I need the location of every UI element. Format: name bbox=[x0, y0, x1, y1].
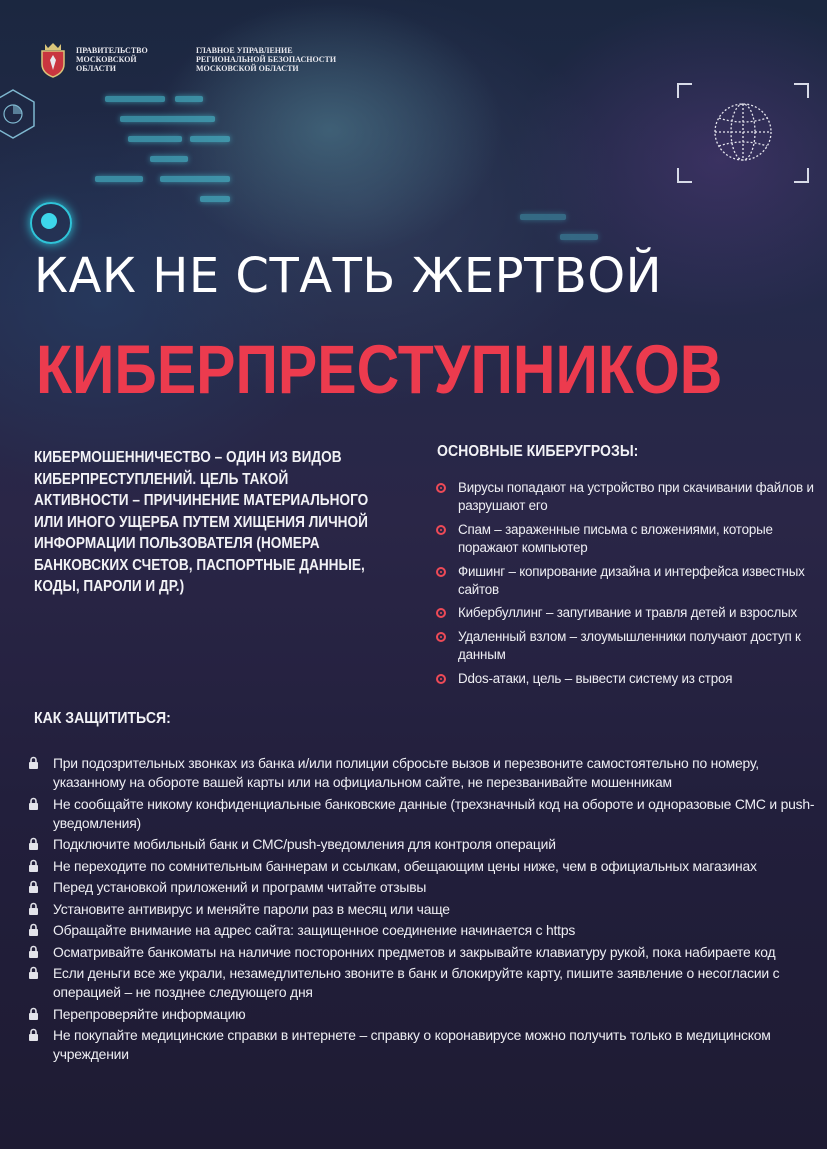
code-line-decoration bbox=[160, 176, 230, 182]
list-item bbox=[28, 835, 818, 854]
list-item bbox=[436, 604, 814, 622]
code-line-decoration bbox=[128, 136, 182, 142]
padlock-icon bbox=[28, 923, 39, 936]
circle-bullet-icon bbox=[436, 567, 446, 577]
list-item bbox=[28, 921, 818, 940]
list-item bbox=[436, 628, 814, 665]
circle-bullet-icon bbox=[436, 608, 446, 618]
threat-text: Ddos-атаки, цель – вывести систему из строя bbox=[458, 670, 733, 686]
list-item bbox=[436, 479, 814, 516]
globe-target-icon bbox=[676, 82, 810, 184]
title-line-1: КАК НЕ СТАТЬ ЖЕРТВОЙ bbox=[34, 248, 663, 304]
list-item bbox=[28, 964, 818, 1002]
tip-text: Если деньги все же украли, незамедлительно звоните в банк и блокируйте карту, пишите заявление о несогласии с операцией – не позднее следующего дня bbox=[53, 965, 780, 1000]
tip-text: Перед установкой приложений и программ читайте отзывы bbox=[53, 879, 427, 895]
threat-text: Кибербуллинг – запугивание и травля детей и взрослых bbox=[458, 605, 797, 621]
circle-bullet-icon bbox=[436, 525, 446, 535]
padlock-icon bbox=[28, 966, 39, 979]
padlock-icon bbox=[28, 1028, 39, 1041]
list-item bbox=[28, 754, 818, 792]
list-item bbox=[28, 1026, 818, 1064]
padlock-icon bbox=[28, 945, 39, 958]
list-item bbox=[28, 943, 818, 962]
circle-bullet-icon bbox=[436, 632, 446, 642]
list-item bbox=[28, 1005, 818, 1024]
code-line-decoration bbox=[190, 136, 230, 142]
threats-list bbox=[436, 479, 814, 693]
list-item bbox=[28, 857, 818, 876]
code-line-decoration bbox=[95, 176, 143, 182]
code-line-decoration bbox=[520, 214, 566, 220]
circle-bullet-icon bbox=[436, 674, 446, 684]
threat-text: Спам – зараженные письма с вложениями, которые поражают компьютер bbox=[458, 521, 773, 556]
padlock-icon bbox=[28, 797, 39, 810]
code-line-decoration bbox=[150, 156, 188, 162]
glowing-orb-icon bbox=[30, 202, 72, 244]
threats-heading: ОСНОВНЫЕ КИБЕРУГРОЗЫ: bbox=[437, 443, 639, 460]
protect-heading: КАК ЗАЩИТИТЬСЯ: bbox=[34, 710, 171, 727]
code-line-decoration bbox=[200, 196, 230, 202]
list-item bbox=[436, 670, 814, 688]
tip-text: При подозрительных звонках из банка и/или полиции сбросьте вызов и перезвоните самостоятельно по номеру, указанному на обороте вашей карты или на официальном сайте, не перезванивайте мошенникам bbox=[53, 755, 759, 790]
title-line-2: КИБЕРПРЕСТУПНИКОВ bbox=[36, 331, 723, 408]
padlock-icon bbox=[28, 837, 39, 850]
list-item bbox=[436, 563, 814, 600]
list-item bbox=[436, 521, 814, 558]
padlock-icon bbox=[28, 859, 39, 872]
tip-text: Установите антивирус и меняйте пароли раз в месяц или чаще bbox=[53, 900, 450, 917]
padlock-icon bbox=[28, 756, 39, 769]
tip-text: Не покупайте медицинские справки в интернете – справку о коронавирусе можно получить только в медицинском учреждении bbox=[53, 1027, 771, 1062]
tip-text: Подключите мобильный банк и СМС/push-уведомления для контроля операций bbox=[53, 836, 556, 852]
intro-text: КИБЕРМОШЕННИЧЕСТВО – ОДИН ИЗ ВИДОВ КИБЕРПРЕСТУПЛЕНИЙ. ЦЕЛЬ ТАКОЙ АКТИВНОСТИ – ПРИЧИНЕНИЕ МАТЕРИАЛЬНОГО ИЛИ ИНОГО УЩЕРБА ПУТЕМ ХИЩЕНИЯ ЛИЧНОЙ ИНФОРМАЦИИ ПОЛЬЗОВАТЕЛЯ (НОМЕРА БАНКОВСКИХ СЧЕТОВ, ПАСПОРТНЫЕ ДАННЫЕ, КОДЫ, ПАРОЛИ И ДР.) bbox=[34, 449, 369, 595]
list-item bbox=[28, 900, 818, 919]
code-line-decoration bbox=[120, 116, 215, 122]
padlock-icon bbox=[28, 1007, 39, 1020]
threat-text: Фишинг – копирование дизайна и интерфейса известных сайтов bbox=[458, 563, 805, 598]
padlock-icon bbox=[28, 880, 39, 893]
tip-text: Перепроверяйте информацию bbox=[53, 1005, 246, 1022]
org-name-security-department: ГЛАВНОЕ УПРАВЛЕНИЕ РЕГИОНАЛЬНОЙ БЕЗОПАСНОСТИ МОСКОВСКОЙ ОБЛАСТИ bbox=[196, 45, 337, 73]
org-name-government: ПРАВИТЕЛЬСТВО МОСКОВСКОЙ ОБЛАСТИ bbox=[76, 45, 148, 73]
threat-text: Вирусы попадают на устройство при скачивании файлов и разрушают его bbox=[458, 480, 814, 514]
tip-text: Не переходите по сомнительным баннерам и ссылкам, обещающим цены ниже, чем в официальных магазинах bbox=[53, 857, 757, 874]
tip-text: Осматривайте банкоматы на наличие посторонних предметов и закрывайте клавиатуру рукой, пока набираете код bbox=[53, 943, 776, 960]
list-item bbox=[28, 878, 818, 897]
code-line-decoration bbox=[175, 96, 203, 102]
tip-text: Обращайте внимание на адрес сайта: защищенное соединение начинается с https bbox=[53, 922, 576, 938]
hexagon-icon bbox=[0, 88, 36, 140]
header bbox=[38, 40, 356, 78]
circle-bullet-icon bbox=[436, 483, 446, 493]
coat-of-arms-icon bbox=[38, 40, 68, 78]
tips-list bbox=[28, 754, 818, 1067]
padlock-icon bbox=[28, 902, 39, 915]
code-line-decoration bbox=[560, 234, 598, 240]
tip-text: Не сообщайте никому конфиденциальные банковские данные (трехзначный код на обороте и одноразовые СМС и push-уведомления) bbox=[53, 795, 815, 831]
list-item bbox=[28, 795, 818, 833]
threat-text: Удаленный взлом – злоумышленники получают доступ к данным bbox=[458, 628, 801, 663]
code-line-decoration bbox=[105, 96, 165, 102]
